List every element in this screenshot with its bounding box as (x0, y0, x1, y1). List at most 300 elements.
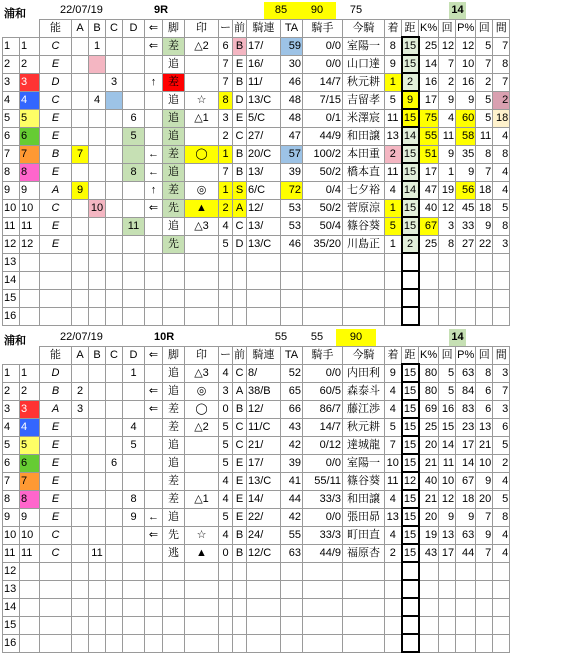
table-row[interactable] (3, 562, 510, 580)
cell-style: 差 (163, 73, 185, 91)
cell-prev: B (233, 400, 247, 418)
cell-col-b: 11 (89, 544, 106, 562)
cell-p-pct: 14 (456, 454, 476, 472)
table-row[interactable] (3, 382, 510, 400)
cell-k-pct (419, 307, 439, 325)
cell-horse-no: 3 (20, 400, 40, 418)
cell-ability: B (40, 382, 72, 400)
cell-k-count: 12 (439, 37, 456, 55)
column-header-col-b[interactable]: B (89, 347, 106, 365)
column-header-col-b[interactable]: B (89, 20, 106, 38)
cell-finish: 2 (385, 544, 402, 562)
cell-interval: 3 (493, 235, 510, 253)
cell-horse-no (20, 289, 40, 307)
cell-horse-no: 10 (20, 526, 40, 544)
cell-k-pct: 80 (419, 382, 439, 400)
cell-p-pct (456, 307, 476, 325)
cell-arrow (145, 616, 163, 634)
cell-jockey-combo: 11/C (247, 418, 281, 436)
cell-jockey-name: 和田譲 (343, 127, 385, 145)
table-row[interactable] (3, 364, 510, 382)
cell-jockey-name: 秋元耕 (343, 73, 385, 91)
column-header-k-count[interactable]: 回 (439, 20, 456, 38)
cell-horse-no: 4 (20, 91, 40, 109)
cell-row-no: 7 (3, 145, 20, 163)
cell-jockey-name: 篠谷葵 (343, 472, 385, 490)
cell-distance: 14 (402, 127, 419, 145)
table-row[interactable] (3, 199, 510, 217)
cell-ability (40, 307, 72, 325)
cell-k-pct (419, 580, 439, 598)
cell-mark: △2 (185, 37, 219, 55)
cell-jockey-stat: 14/7 (303, 73, 343, 91)
cell-k-pct: 43 (419, 544, 439, 562)
column-header-k-count[interactable]: 回 (439, 347, 456, 365)
column-header-arrow[interactable]: ⇐ (145, 20, 163, 38)
cell-col-b (89, 73, 106, 91)
column-header-jockey-stat[interactable]: 騎手 (303, 347, 343, 365)
cell-distance: 15 (402, 454, 419, 472)
cell-mark: ▲ (185, 544, 219, 562)
table-row[interactable] (3, 508, 510, 526)
cell-jockey-name: 本田重 (343, 145, 385, 163)
cell-col-a (72, 73, 89, 91)
cell-ta (281, 580, 303, 598)
cell-arrow (145, 634, 163, 652)
cell-jockey-stat: 35/20 (303, 235, 343, 253)
cell-col-c (106, 217, 123, 235)
column-header-col-a[interactable]: A (72, 347, 89, 365)
cell-k-pct: 16 (419, 73, 439, 91)
column-header-jockey-combo[interactable]: 騎連 (247, 347, 281, 365)
cell-col-d: 5 (123, 436, 145, 454)
cell-col-d (123, 253, 145, 271)
cell-k-count: 12 (439, 199, 456, 217)
cell-p-pct: 9 (456, 91, 476, 109)
cell-arrow (145, 307, 163, 325)
table-row[interactable] (3, 598, 510, 616)
cell-horse-no (20, 307, 40, 325)
cell-finish: 10 (385, 454, 402, 472)
cell-ta: 46 (281, 73, 303, 91)
column-header-ability[interactable]: 能 (40, 347, 72, 365)
cell-horse-no: 4 (20, 418, 40, 436)
cell-col-b (89, 508, 106, 526)
column-header-jockey-combo[interactable]: 騎連 (247, 20, 281, 38)
cell-row-no: 15 (3, 289, 20, 307)
cell-prev: A (233, 382, 247, 400)
cell-col-d (123, 382, 145, 400)
cell-jockey-combo: 12/ (247, 400, 281, 418)
table-row[interactable] (3, 616, 510, 634)
cell-col-a (72, 199, 89, 217)
column-header-dash[interactable]: ー (219, 20, 233, 38)
column-header-jockey-stat[interactable]: 騎手 (303, 20, 343, 38)
cell-row-no: 10 (3, 526, 20, 544)
cell-horse-no: 6 (20, 454, 40, 472)
cell-interval: 7 (493, 382, 510, 400)
cell-distance (402, 616, 419, 634)
cell-dash: 8 (219, 91, 233, 109)
cell-arrow: ← (145, 145, 163, 163)
cell-col-d (123, 544, 145, 562)
table-row[interactable] (3, 37, 510, 55)
cell-arrow (145, 490, 163, 508)
cell-k-count: 4 (439, 109, 456, 127)
cell-ta (281, 253, 303, 271)
column-header-ta[interactable]: TA (281, 20, 303, 38)
cell-finish: 11 (385, 472, 402, 490)
cell-jockey-combo: 16/ (247, 55, 281, 73)
column-header-interval[interactable]: 間 (493, 20, 510, 38)
cell-dash: 4 (219, 472, 233, 490)
cell-jockey-name (343, 271, 385, 289)
cell-ta (281, 307, 303, 325)
column-header-arrow[interactable]: ⇐ (145, 347, 163, 365)
cell-col-a (72, 307, 89, 325)
table-row[interactable] (3, 289, 510, 307)
cell-dash: 2 (219, 199, 233, 217)
cell-k-pct: 14 (419, 55, 439, 73)
cell-ability: E (40, 235, 72, 253)
cell-mark (185, 436, 219, 454)
cell-col-d: 5 (123, 127, 145, 145)
cell-mark: △2 (185, 418, 219, 436)
table-row[interactable] (3, 253, 510, 271)
cell-jockey-name: 室陽一 (343, 454, 385, 472)
cell-jockey-combo (247, 598, 281, 616)
header-row (3, 347, 510, 365)
cell-row-no: 8 (3, 163, 20, 181)
cell-jockey-combo (247, 634, 281, 652)
column-header-distance[interactable]: 距 (402, 347, 419, 365)
cell-mark (185, 634, 219, 652)
cell-interval: 7 (493, 73, 510, 91)
cell-col-b (89, 454, 106, 472)
cell-horse-no (20, 271, 40, 289)
cell-style (163, 289, 185, 307)
table-row[interactable] (3, 127, 510, 145)
cell-interval (493, 271, 510, 289)
cell-horse-no (20, 616, 40, 634)
cell-prev (233, 634, 247, 652)
cell-row-no: 2 (3, 382, 20, 400)
cell-style: 追 (163, 163, 185, 181)
cell-prev: E (233, 472, 247, 490)
cell-col-c (106, 418, 123, 436)
column-header-finish[interactable]: 着 (385, 347, 402, 365)
cell-dash: 1 (219, 181, 233, 199)
table-row[interactable] (3, 181, 510, 199)
table-row[interactable] (3, 307, 510, 325)
cell-col-d (123, 199, 145, 217)
cell-k-pct: 40 (419, 199, 439, 217)
cell-arrow (145, 598, 163, 616)
cell-k-count (439, 307, 456, 325)
cell-arrow (145, 235, 163, 253)
table-row[interactable] (3, 436, 510, 454)
cell-jockey-stat: 0/0 (303, 37, 343, 55)
cell-style: 追 (163, 91, 185, 109)
cell-distance (402, 289, 419, 307)
cell-col-b (89, 616, 106, 634)
cell-arrow (145, 580, 163, 598)
cell-dash (219, 289, 233, 307)
cell-ability: E (40, 163, 72, 181)
cell-jockey-stat: 0/0 (303, 454, 343, 472)
cell-row-no: 9 (3, 508, 20, 526)
column-header-col-d[interactable]: D (123, 20, 145, 38)
cell-ability: E (40, 217, 72, 235)
cell-p-count: 8 (476, 364, 493, 382)
column-header-k-pct[interactable]: K% (419, 347, 439, 365)
cell-style (163, 634, 185, 652)
cell-ability: E (40, 508, 72, 526)
cell-interval: 6 (493, 418, 510, 436)
cell-style (163, 580, 185, 598)
table-row[interactable] (3, 418, 510, 436)
cell-arrow: ⇐ (145, 382, 163, 400)
cell-ta: 53 (281, 217, 303, 235)
cell-horse-no: 11 (20, 217, 40, 235)
cell-style: 差 (163, 472, 185, 490)
cell-style (163, 253, 185, 271)
cell-mark (185, 253, 219, 271)
cell-arrow: ⇐ (145, 526, 163, 544)
cell-distance (402, 580, 419, 598)
cell-jockey-combo (247, 580, 281, 598)
column-header-p-count[interactable]: 回 (476, 20, 493, 38)
cell-prev (233, 253, 247, 271)
cell-p-count: 13 (476, 418, 493, 436)
column-header-col-c[interactable]: C (106, 347, 123, 365)
cell-prev: B (233, 145, 247, 163)
cell-col-a (72, 562, 89, 580)
column-header-mark[interactable]: 印 (185, 20, 219, 38)
cell-interval (493, 580, 510, 598)
cell-finish: 8 (385, 37, 402, 55)
cell-ability: E (40, 472, 72, 490)
cell-arrow (145, 454, 163, 472)
cell-distance: 15 (402, 364, 419, 382)
cell-col-a (72, 508, 89, 526)
cell-row-no: 16 (3, 307, 20, 325)
table-row[interactable] (3, 271, 510, 289)
column-header-col-c[interactable]: C (106, 20, 123, 38)
cell-col-c (106, 580, 123, 598)
table-row[interactable] (3, 235, 510, 253)
cell-ta: 53 (281, 199, 303, 217)
table-row[interactable] (3, 400, 510, 418)
cell-p-count (476, 289, 493, 307)
column-header-prev[interactable]: 前 (233, 347, 247, 365)
column-header-p-pct[interactable]: P% (456, 20, 476, 38)
cell-k-pct: 80 (419, 364, 439, 382)
cell-col-b (89, 289, 106, 307)
cell-row-no: 2 (3, 55, 20, 73)
cell-arrow (145, 217, 163, 235)
header-spacer (3, 347, 40, 365)
cell-k-count: 2 (439, 73, 456, 91)
cell-interval (493, 253, 510, 271)
cell-row-no: 16 (3, 634, 20, 652)
cell-row-no: 11 (3, 544, 20, 562)
cell-finish (385, 634, 402, 652)
column-header-dash[interactable]: ー (219, 347, 233, 365)
cell-jockey-name: 町田直 (343, 526, 385, 544)
cell-style: 差 (163, 181, 185, 199)
cell-mark: ◯ (185, 145, 219, 163)
table-row[interactable] (3, 634, 510, 652)
cell-ability (40, 580, 72, 598)
cell-ability (40, 616, 72, 634)
cell-distance (402, 598, 419, 616)
cell-horse-no: 7 (20, 145, 40, 163)
column-header-interval[interactable]: 間 (493, 347, 510, 365)
cell-k-count: 8 (439, 235, 456, 253)
cell-col-d (123, 145, 145, 163)
cell-p-pct: 67 (456, 472, 476, 490)
cell-finish (385, 580, 402, 598)
cell-row-no: 9 (3, 181, 20, 199)
cell-prev: C (233, 436, 247, 454)
cell-col-a (72, 127, 89, 145)
cell-horse-no: 6 (20, 127, 40, 145)
cell-p-pct: 63 (456, 526, 476, 544)
cell-k-count: 15 (439, 418, 456, 436)
cell-col-a (72, 436, 89, 454)
column-header-ability[interactable]: 能 (40, 20, 72, 38)
column-header-style[interactable]: 脚 (163, 20, 185, 38)
column-header-finish[interactable]: 着 (385, 20, 402, 38)
column-header-ta[interactable]: TA (281, 347, 303, 365)
cell-ability (40, 289, 72, 307)
cell-mark: ◎ (185, 382, 219, 400)
cell-mark (185, 235, 219, 253)
cell-style: 追 (163, 508, 185, 526)
cell-col-a (72, 163, 89, 181)
cell-ability (40, 598, 72, 616)
cell-col-b (89, 562, 106, 580)
cell-ability: E (40, 490, 72, 508)
cell-mark (185, 127, 219, 145)
cell-jockey-name: 達城龍 (343, 436, 385, 454)
cell-ability (40, 634, 72, 652)
cell-jockey-stat (303, 253, 343, 271)
column-header-p-count[interactable]: 回 (476, 347, 493, 365)
cell-col-b (89, 271, 106, 289)
cell-jockey-name (343, 580, 385, 598)
cell-col-c (106, 490, 123, 508)
cell-prev: E (233, 55, 247, 73)
cell-mark: △3 (185, 217, 219, 235)
cell-prev: C (233, 127, 247, 145)
cell-mark: △1 (185, 490, 219, 508)
table-row[interactable] (3, 580, 510, 598)
cell-row-no: 4 (3, 418, 20, 436)
cell-horse-no: 9 (20, 181, 40, 199)
cell-style (163, 307, 185, 325)
cell-row-no: 6 (3, 454, 20, 472)
table-row[interactable] (3, 109, 510, 127)
column-header-mark[interactable]: 印 (185, 347, 219, 365)
cell-finish: 1 (385, 199, 402, 217)
table-row[interactable] (3, 55, 510, 73)
cell-col-a (72, 91, 89, 109)
column-header-jockey-name[interactable]: 今騎 (343, 20, 385, 38)
cell-row-no: 14 (3, 598, 20, 616)
column-header-jockey-name[interactable]: 今騎 (343, 347, 385, 365)
cell-jockey-combo: 17/ (247, 454, 281, 472)
cell-k-count (439, 598, 456, 616)
table-row[interactable] (3, 544, 510, 562)
cell-distance: 15 (402, 109, 419, 127)
cell-ta: 42 (281, 436, 303, 454)
cell-col-d: 1 (123, 364, 145, 382)
table-row[interactable] (3, 145, 510, 163)
cell-jockey-combo: 21/ (247, 436, 281, 454)
cell-p-count: 7 (476, 163, 493, 181)
column-header-p-pct[interactable]: P% (456, 347, 476, 365)
table-row[interactable] (3, 472, 510, 490)
cell-col-a: 9 (72, 181, 89, 199)
cell-horse-no: 2 (20, 382, 40, 400)
cell-row-no: 6 (3, 127, 20, 145)
cell-mark (185, 580, 219, 598)
cell-arrow (145, 91, 163, 109)
table-row[interactable] (3, 73, 510, 91)
cell-k-pct (419, 616, 439, 634)
column-header-style[interactable]: 脚 (163, 347, 185, 365)
cell-k-count: 11 (439, 454, 456, 472)
table-row[interactable] (3, 217, 510, 235)
table-row[interactable] (3, 91, 510, 109)
cell-horse-no (20, 562, 40, 580)
column-header-k-pct[interactable]: K% (419, 20, 439, 38)
cell-prev (233, 598, 247, 616)
cell-distance: 15 (402, 418, 419, 436)
cell-col-d (123, 472, 145, 490)
cell-style: 差 (163, 490, 185, 508)
column-header-col-a[interactable]: A (72, 20, 89, 38)
table-row[interactable] (3, 454, 510, 472)
cell-col-c (106, 109, 123, 127)
table-row[interactable] (3, 163, 510, 181)
cell-jockey-name: 和田譲 (343, 490, 385, 508)
cell-mark (185, 616, 219, 634)
table-row[interactable] (3, 526, 510, 544)
cell-ta: 39 (281, 454, 303, 472)
column-header-prev[interactable]: 前 (233, 20, 247, 38)
cell-dash: 5 (219, 454, 233, 472)
cell-k-count: 17 (439, 544, 456, 562)
cell-col-d (123, 454, 145, 472)
cell-col-c (106, 508, 123, 526)
column-header-col-d[interactable]: D (123, 347, 145, 365)
cell-k-pct: 25 (419, 418, 439, 436)
cell-row-no: 3 (3, 73, 20, 91)
cell-col-a (72, 289, 89, 307)
table-row[interactable] (3, 490, 510, 508)
date-label: 22/07/19 (60, 331, 103, 343)
cell-jockey-name: 米澤宸 (343, 109, 385, 127)
cell-jockey-combo: 13/C (247, 91, 281, 109)
cell-ability: C (40, 526, 72, 544)
cell-style: 追 (163, 454, 185, 472)
cell-jockey-name: 山口達 (343, 55, 385, 73)
cell-p-count (476, 562, 493, 580)
column-header-distance[interactable]: 距 (402, 20, 419, 38)
